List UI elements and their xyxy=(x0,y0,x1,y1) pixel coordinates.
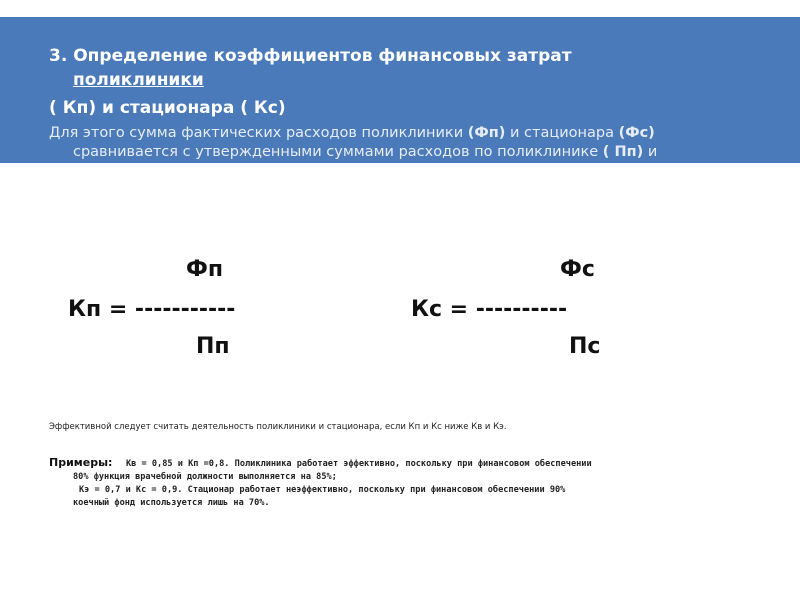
formula-hospital-numerator: Фс xyxy=(560,257,595,282)
subtitle-line-2 xyxy=(73,144,657,160)
subtitle-term-fp: (Фп) xyxy=(467,125,506,141)
example-line-2: 80% функция врачебной должности выполняется на 85%; xyxy=(73,472,337,482)
subtitle-text: Для этого сумма фактических расходов поликлиники xyxy=(49,125,468,141)
example-line-3: Кэ = 0,7 и Кс = 0,9. Стационар работает неэффективно, поскольку при финансовом обеспечении 90% xyxy=(79,485,566,495)
formula-hospital-denominator: Пс xyxy=(569,334,601,359)
formula-hospital-lhs: Кс = ---------- xyxy=(411,297,568,322)
slide-title-line-3: ( Кп) и стационара ( Кс) xyxy=(49,98,286,118)
slide-title-line-2: поликлиники xyxy=(73,70,204,90)
formula-polyclinic-numerator: Фп xyxy=(186,257,224,282)
examples-label: Примеры: xyxy=(49,456,113,469)
subtitle-text: и xyxy=(643,144,658,160)
subtitle-text: и стационара xyxy=(505,125,619,141)
header-band xyxy=(0,17,800,163)
efficiency-note: Эффективной следует считать деятельность поликлиники и стационара, если Кп и Кс ниже Кв и Кэ. xyxy=(49,422,507,432)
example-line-4: коечный фонд используется лишь на 70%. xyxy=(73,498,270,508)
slide-title-line-1: 3. Определение коэффициентов финансовых затрат xyxy=(49,46,572,66)
formula-polyclinic-denominator: Пп xyxy=(196,334,230,359)
subtitle-term-fs: (Фс) xyxy=(618,125,655,141)
example-line-1: Кв = 0,85 и Кп =0,8. Поликлиника работает эффективно, поскольку при финансовом обеспечении xyxy=(126,459,592,469)
subtitle-term-pp: ( Пп) xyxy=(602,144,644,160)
subtitle-line-1 xyxy=(49,125,655,141)
formula-polyclinic-lhs: Кп = ----------- xyxy=(68,297,236,322)
subtitle-text: сравнивается с утвержденными суммами расходов по поликлинике xyxy=(73,144,603,160)
